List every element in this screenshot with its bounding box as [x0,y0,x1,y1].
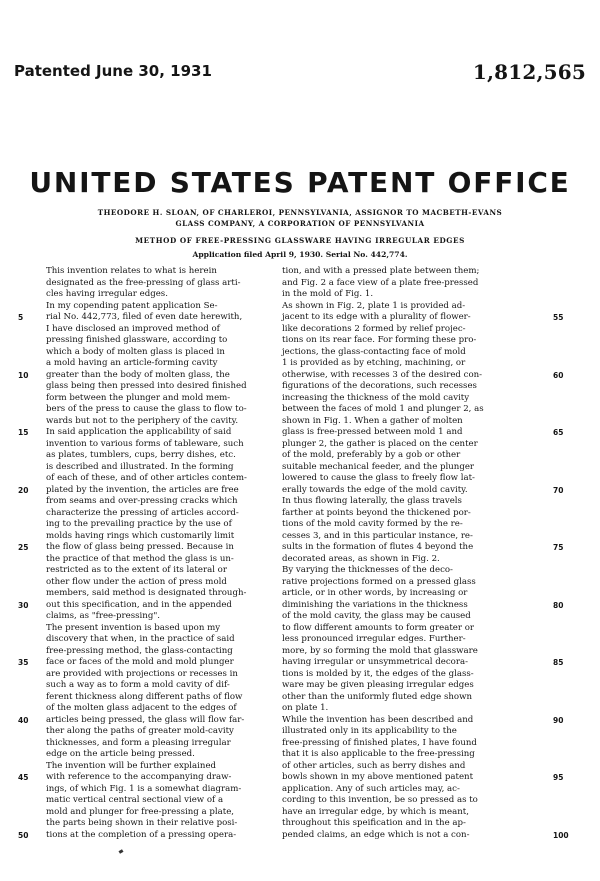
line-number: 30 [18,600,29,610]
text-line: discovery that when, in the practice of said [46,634,235,644]
text-line: In said application the applicability of said [46,427,232,437]
text-line: plunger 2, the gather is placed on the center [282,438,478,449]
text-line: of the molten glass adjacent to the edges of [46,703,237,713]
line-number: 40 [18,715,29,725]
text-line: having irregular or unsymmetrical decora- [282,657,468,667]
text-line: decorated areas, as shown in Fig. 2. [282,553,440,564]
text-line: erally towards the edge of the mold cavity. [282,484,468,495]
text-line: the flow of glass being pressed. Because in [46,542,234,552]
text-line: In my copending patent application Se- [46,300,218,311]
text-line: 1 is provided as by etching, machining, or [282,358,466,368]
line-number: 75 [553,543,564,552]
application-info: Application filed April 9, 1930. Serial No. 442,774. [192,250,408,259]
text-line: characterize the pressing of articles accord- [46,507,239,518]
text-line: designated as the free-pressing of glass arti- [46,277,241,288]
text-line: The present invention is based upon my [46,622,221,633]
line-number: 85 [553,658,564,667]
text-line: thicknesses, and form a pleasing irregular [46,737,231,748]
text-line: application. Any of such articles may, ac- [282,783,460,794]
text-line: rial No. 442,773, filed of even date herewith, [46,312,243,322]
text-line: By varying the thicknesses of the deco- [282,565,453,575]
text-line: less pronounced irregular edges. Further- [282,634,466,644]
text-line: a mold having an article-forming cavity [46,358,218,368]
patent-number: 1,812,565 [472,60,586,84]
line-number: 35 [18,658,29,667]
text-line: otherwise, with recesses 3 of the desired con- [282,369,483,380]
line-number: 25 [18,543,29,552]
line-number: 45 [18,773,29,782]
text-line: In thus flowing laterally, the glass travels [282,496,462,506]
line-number: 70 [553,485,564,495]
text-line: members, said method is designated through- [46,588,247,598]
text-line: other flow under the action of press mold [46,576,227,587]
line-number: 10 [18,370,29,380]
text-line: I have disclosed an improved method of [46,323,220,334]
text-line: of the mold cavity, the glass may be caused [282,611,471,621]
text-line: free-pressing method, the glass-contacting [46,645,233,656]
inventor-line: GLASS COMPANY, A CORPORATION OF PENNSYLVANIA [175,219,425,228]
text-line: more, by so forming the mold that glassware [282,645,478,656]
text-line: the parts being shown in their relative posi- [46,818,238,828]
text-line: molds having rings which customarily limit [46,530,235,541]
text-line: lowered to cause the glass to freely flow lat- [282,473,475,483]
text-line: ings, of which Fig. 1 is a somewhat diagram- [46,783,242,794]
text-line: which a body of molten glass is placed in [46,346,225,357]
text-line: jections, the glass-contacting face of mold [282,346,466,357]
line-number: 80 [553,600,564,610]
text-line: tions on its rear face. For forming these pro- [282,335,477,345]
text-line: and Fig. 2 a face view of a plate free-pressed [282,277,479,288]
publication-date: Patented June 30, 1931 [14,62,212,80]
invention-title: METHOD OF FREE-PRESSING GLASSWARE HAVING IRREGULAR EDGES [135,236,465,245]
line-number: 5 [18,313,24,322]
text-line: tions of the mold cavity formed by the re- [282,519,463,529]
text-line: is described and illustrated. In the forming [46,461,234,472]
line-number: 55 [553,313,564,322]
text-line: ferent thickness along different paths of flow [46,691,243,702]
text-line: tions at the completion of a pressing opera- [46,829,237,840]
line-number: 15 [18,428,29,437]
text-line: This invention relates to what is herein [46,266,217,276]
text-line: in the mold of Fig. 1. [282,289,374,299]
text-line: sults in the formation of flutes 4 beyond the [282,542,474,552]
text-line: such a way as to form a mold cavity of dif- [46,680,230,690]
inventor-line: THEODORE H. SLOAN, OF CHARLEROI, PENNSYLVANIA, ASSIGNOR TO MACBETH-EVANS [97,208,503,217]
text-line: ther along the paths of greater mold-cavity [46,726,234,736]
text-line: like decorations 2 formed by relief projec- [282,323,466,334]
line-number: 95 [553,773,564,782]
text-line: other than the uniformly fluted edge shown [282,691,472,702]
text-line: suitable mechanical feeder, and the plunger [282,461,475,472]
text-line: form between the plunger and mold mem- [46,392,231,403]
text-line: claims, as "free-pressing". [46,611,161,621]
text-line: articles being pressed, the glass will flow far- [46,714,245,725]
text-line: farther at points beyond the thickened por- [282,507,471,518]
text-line: out this specification, and in the appended [46,599,232,610]
text-line: throughout this speification and in the ap- [282,818,466,828]
text-line: free-pressing of finished plates, I have found [282,737,477,748]
text-line: that it is also applicable to the free-pressing [282,749,475,759]
text-line: of other articles, such as berry dishes and [282,760,466,771]
text-line: ware may be given pleasing irregular edges [282,680,474,690]
line-number: 60 [553,370,564,380]
text-line: rative projections formed on a pressed glass [282,576,476,587]
text-line: diminishing the variations in the thickness [282,599,468,610]
text-line: invention to various forms of tableware, such [46,438,244,449]
text-line: cording to this invention, be so pressed as to [282,795,478,805]
office-title: UNITED STATES PATENT OFFICE [29,166,571,199]
text-line: the practice of that method the glass is un- [46,553,234,564]
text-line: pended claims, an edge which is not a con- [282,829,470,840]
text-line: The invention will be further explained [46,760,217,771]
inventor-assignee [0,207,600,229]
left-text-column [46,266,294,841]
text-line: plated by the invention, the articles are free [46,484,239,495]
text-line: restricted as to the extent of its lateral or [46,565,227,575]
text-line: have an irregular edge, by which is meant, [282,806,469,817]
text-line: bers of the press to cause the glass to flow to- [46,404,247,414]
text-line: figurations of the decorations, such recesses [282,381,477,391]
text-line: jacent to its edge with a plurality of flower- [282,312,471,322]
right-text-column [282,266,536,841]
text-line: edge on the article being pressed. [46,749,195,759]
text-line: between the faces of mold 1 and plunger 2, as [282,404,484,414]
text-line: matic vertical central sectional view of a [46,795,224,805]
text-line: from seams and over-pressing cracks which [46,496,238,506]
text-line: article, or in other words, by increasing or [282,588,468,598]
line-number: 65 [553,428,564,437]
line-number: 100 [553,830,569,840]
text-line: While the invention has been described and [282,714,474,725]
text-line: tion, and with a pressed plate between them; [282,266,480,276]
text-line: glass is free-pressed between mold 1 and [282,427,463,437]
line-number: 50 [18,830,29,840]
text-line: increasing the thickness of the mold cavity [282,392,470,403]
text-line: shown in Fig. 1. When a gather of molten [282,415,463,426]
text-line: glass being then pressed into desired finished [46,381,247,391]
text-line: to flow different amounts to form greater or [282,622,474,633]
text-line: greater than the body of molten glass, the [46,369,230,380]
text-line: cles having irregular edges. [46,289,168,299]
text-line: ing to the prevailing practice by the use of [46,519,232,529]
ink-mark [119,849,124,854]
text-line: cesses 3, and in this particular instance, re- [282,530,473,541]
text-line: on plate 1. [282,703,329,713]
text-line: pressing finished glassware, according to [46,335,228,345]
text-line: illustrated only in its applicability to the [282,726,457,736]
text-line: of each of these, and of other articles contem- [46,473,247,483]
text-line: mold and plunger for free-pressing a plate, [46,806,235,817]
text-line: wards but not to the periphery of the cavity. [46,415,239,426]
text-line: are provided with projections or recesses in [46,668,238,679]
text-line: As shown in Fig. 2, plate 1 is provided ad- [282,300,466,311]
text-line: as plates, tumblers, cups, berry dishes, etc. [46,450,236,460]
line-number: 90 [553,715,564,725]
text-line: tions is molded by it, the edges of the glass- [282,668,474,679]
line-number: 20 [18,485,29,495]
text-line: bowls shown in my above mentioned patent [282,772,474,782]
text-line: with reference to the accompanying draw- [46,772,232,782]
text-line: face or faces of the mold and mold plunger [46,657,234,667]
text-line: of the mold, preferably by a gob or other [282,450,461,460]
